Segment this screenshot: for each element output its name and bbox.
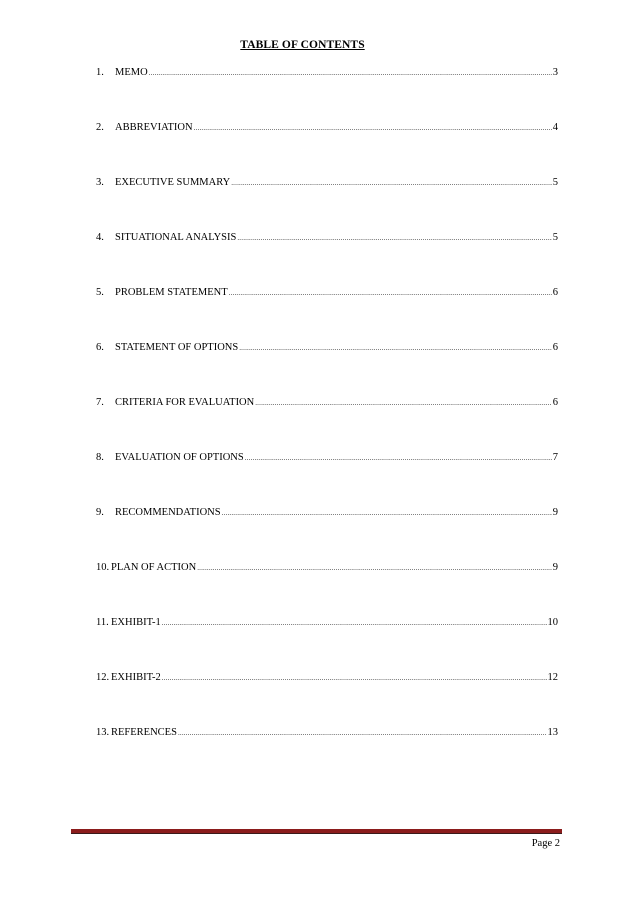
toc-entry-number: 4. bbox=[96, 232, 104, 243]
toc-entry bbox=[96, 498, 558, 528]
toc-entry-page: 5 bbox=[552, 232, 558, 243]
toc-entry bbox=[96, 58, 558, 88]
toc-dot-leader bbox=[149, 58, 552, 88]
toc-entry-page: 4 bbox=[552, 122, 558, 133]
toc-entry-label: EXECUTIVE SUMMARY bbox=[115, 177, 231, 188]
toc-entry-label: EVALUATION OF OPTIONS bbox=[115, 452, 244, 463]
toc-entry bbox=[96, 388, 558, 418]
toc-entry-number: 13. bbox=[96, 727, 110, 738]
toc-entry-page: 13 bbox=[547, 727, 558, 738]
toc-entry bbox=[96, 553, 558, 583]
toc-dot-leader bbox=[237, 223, 551, 253]
toc-entry-page: 5 bbox=[552, 177, 558, 188]
toc-list bbox=[96, 58, 558, 773]
toc-entry-page: 3 bbox=[552, 67, 558, 78]
toc-dot-leader bbox=[197, 553, 552, 583]
toc-entry-number: 11. bbox=[96, 617, 109, 628]
toc-entry bbox=[96, 113, 558, 143]
toc-entry-label: RECOMMENDATIONS bbox=[115, 507, 221, 518]
toc-entry-label: SITUATIONAL ANALYSIS bbox=[115, 232, 237, 243]
toc-entry-label: PROBLEM STATEMENT bbox=[115, 287, 228, 298]
toc-entry-number: 8. bbox=[96, 452, 104, 463]
toc-dot-leader bbox=[231, 168, 552, 198]
toc-entry-label: REFERENCES bbox=[111, 727, 177, 738]
toc-entry-number: 3. bbox=[96, 177, 104, 188]
toc-entry-page: 6 bbox=[552, 287, 558, 298]
toc-entry-label: PLAN OF ACTION bbox=[111, 562, 197, 573]
toc-entry-page: 10 bbox=[547, 617, 558, 628]
toc-entry-number: 12. bbox=[96, 672, 110, 683]
toc-entry-label: MEMO bbox=[115, 67, 148, 78]
footer-page-number: Page 2 bbox=[531, 838, 560, 849]
toc-entry-number: 6. bbox=[96, 342, 104, 353]
toc-entry-page: 7 bbox=[552, 452, 558, 463]
toc-dot-leader bbox=[194, 113, 552, 143]
toc-entry bbox=[96, 223, 558, 253]
toc-entry bbox=[96, 443, 558, 473]
toc-entry-page: 6 bbox=[552, 342, 558, 353]
toc-dot-leader bbox=[222, 498, 552, 528]
toc-dot-leader bbox=[178, 718, 547, 748]
toc-entry-number: 5. bbox=[96, 287, 104, 298]
toc-dot-leader bbox=[229, 278, 552, 308]
toc-entry-number: 7. bbox=[96, 397, 104, 408]
toc-entry bbox=[96, 663, 558, 693]
toc-entry-label: CRITERIA FOR EVALUATION bbox=[115, 397, 255, 408]
toc-dot-leader bbox=[255, 388, 552, 418]
toc-entry bbox=[96, 278, 558, 308]
toc-entry bbox=[96, 168, 558, 198]
toc-dot-leader bbox=[245, 443, 552, 473]
toc-entry bbox=[96, 608, 558, 638]
toc-entry bbox=[96, 718, 558, 748]
toc-entry-number: 10. bbox=[96, 562, 110, 573]
toc-entry-number: 2. bbox=[96, 122, 104, 133]
toc-entry-page: 9 bbox=[552, 507, 558, 518]
toc-entry bbox=[96, 333, 558, 363]
toc-entry-page: 9 bbox=[552, 562, 558, 573]
toc-entry-label: ABBREVIATION bbox=[115, 122, 193, 133]
toc-entry-number: 9. bbox=[96, 507, 104, 518]
toc-entry-label: EXHIBIT-2 bbox=[111, 672, 161, 683]
footer-rule bbox=[71, 829, 562, 834]
toc-title: TABLE OF CONTENTS bbox=[240, 39, 365, 51]
toc-dot-leader bbox=[239, 333, 552, 363]
toc-dot-leader bbox=[162, 608, 547, 638]
toc-entry-number: 1. bbox=[96, 67, 104, 78]
toc-entry-label: STATEMENT OF OPTIONS bbox=[115, 342, 239, 353]
toc-entry-label: EXHIBIT-1 bbox=[111, 617, 161, 628]
toc-dot-leader bbox=[162, 663, 547, 693]
toc-entry-page: 12 bbox=[547, 672, 558, 683]
toc-entry-page: 6 bbox=[552, 397, 558, 408]
